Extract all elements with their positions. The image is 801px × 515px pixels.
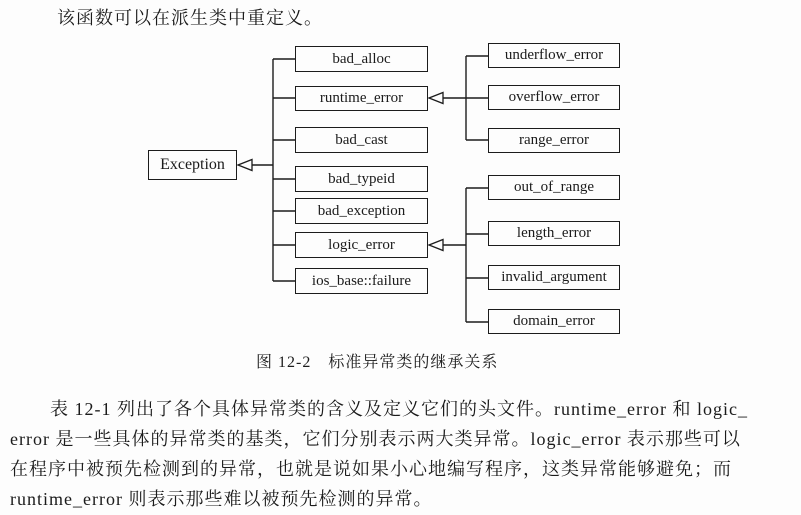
node-underflow-error: underflow_error xyxy=(488,43,620,68)
body-paragraph xyxy=(10,394,790,514)
paragraph-line: 在程序中被预先检测到的异常，也就是说如果小心地编写程序，这类异常能够避免；而 xyxy=(10,459,732,479)
node-exception: Exception xyxy=(148,150,237,180)
node-bad-alloc: bad_alloc xyxy=(295,46,428,72)
node-logic-error: logic_error xyxy=(295,232,428,258)
intro-paragraph: 该函数可以在派生类中重定义。 xyxy=(57,8,323,28)
paragraph-line: 表 12-1 列出了各个具体异常类的含义及定义它们的头文件。runtime_error 和 logic_ xyxy=(50,399,748,419)
node-overflow-error: overflow_error xyxy=(488,85,620,110)
node-bad-cast: bad_cast xyxy=(295,127,428,153)
node-bad-exception: bad_exception xyxy=(295,198,428,224)
node-bad-typeid: bad_typeid xyxy=(295,166,428,192)
node-range-error: range_error xyxy=(488,128,620,153)
node-domain-error: domain_error xyxy=(488,309,620,334)
inheritance-arrow-logic-error-icon xyxy=(429,240,443,251)
node-runtime-error: runtime_error xyxy=(295,86,428,111)
paragraph-line: runtime_error 则表示那些难以被预先检测的异常。 xyxy=(10,489,433,509)
paragraph-line: error 是一些具体的异常类的基类，它们分别表示两大类异常。logic_error 表示那些可以 xyxy=(10,429,741,449)
inheritance-arrow-runtime-error-icon xyxy=(429,93,443,104)
figure-caption: 图 12-2 标准异常类的继承关系 xyxy=(256,354,499,371)
node-invalid-argument: invalid_argument xyxy=(488,265,620,290)
node-ios-base-failure: ios_base::failure xyxy=(295,268,428,294)
node-length-error: length_error xyxy=(488,221,620,246)
inheritance-arrow-exception-icon xyxy=(238,160,252,171)
node-out-of-range: out_of_range xyxy=(488,175,620,200)
